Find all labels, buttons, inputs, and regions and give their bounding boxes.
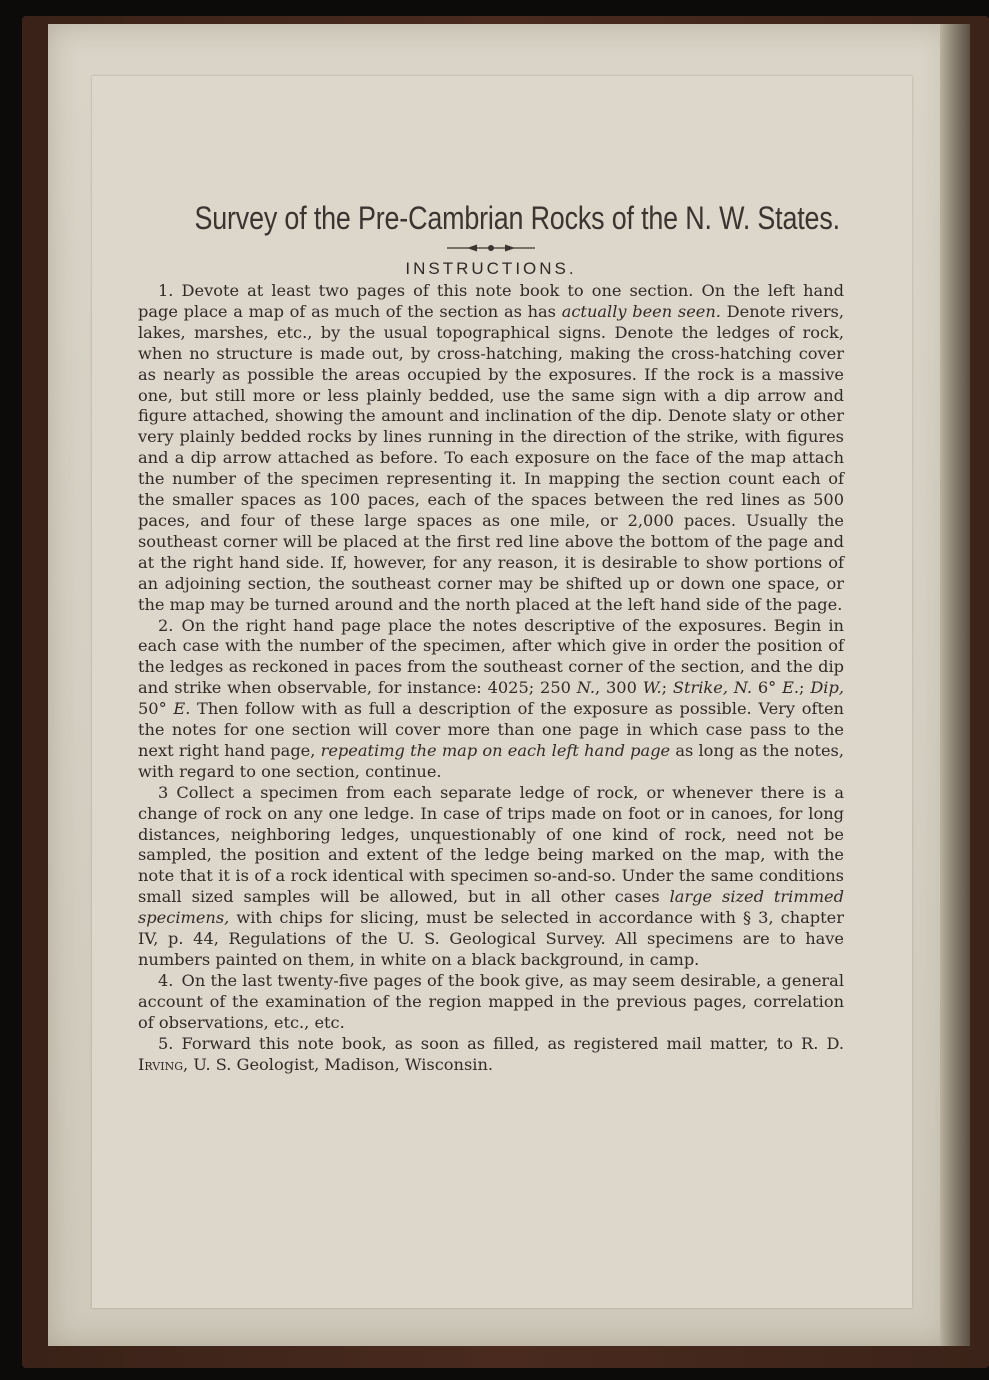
italic-run: E. [782, 678, 800, 698]
italic-run: W. [642, 678, 662, 698]
paragraph-number: 4. [158, 970, 182, 990]
text-run: ; [799, 678, 811, 698]
text-run: Forward this note book, as soon as filled, as registered mail matter, to [181, 1033, 802, 1053]
text-run: , U. S. Geologist, Madison, Wisconsin. [183, 1054, 494, 1074]
ornamental-divider-icon [138, 239, 844, 253]
text-run: On the right hand page place the notes descriptive of the exposures. Begin in each case with the number of the specimen, after which give in order the position of the ledges as reckoned in paces from the southeast corner of the section, and the dip and strike when observable, for instance: 4025; 250 [138, 615, 844, 698]
paragraph-list [138, 281, 844, 1075]
paragraph-number: 5. [158, 1033, 182, 1053]
text-run: as long as the notes, with regard to one section, continue. [138, 740, 844, 781]
paragraph-number: 1. [158, 281, 182, 300]
instruction-paragraph [138, 1034, 844, 1076]
instructions-text-block [138, 200, 844, 1075]
section-heading: INSTRUCTIONS. [405, 259, 577, 278]
text-run: with chips for slicing, must be selected in accordance with § 3, chapter IV, p. 44, Regulations of the U. S. Geological Survey. All specimens are to have numbers painted on them, in white on a black background, in camp. [138, 908, 844, 969]
text-run: ; [661, 678, 673, 698]
text-run: On the last twenty-five pages of the book give, as may seem desirable, a general account of the examination of the region mapped in the previous pages, correlation of observations, etc., etc. [138, 970, 844, 1032]
italic-run: large sized trimmed specimens, [138, 887, 844, 928]
text-run: Denote rivers, lakes, marshes, etc., by the usual topographical signs. Denote the ledges of rock, when no structure is made out, by cross-hatching, making the cross-hatching cover as nearly as possible the areas occupied by the exposures. If the rock is a massive one, but still more or less plainly bedded, use the same sign with a dip arrow and figure attached, showing the amount and inclination of the dip. Denote slaty or other very plainly bedded rocks by lines running in the direction of the strike, with figures and a dip arrow attached as before. To each exposure on the face of the map attach the number of the specimen representing it. In mapping the section count each of the smaller spaces as 100 paces, each of the spaces between the red lines as 500 paces, and four of these large spaces as one mile, or 2,000 paces. Usually the southeast corner will be placed at the first red line above the bottom of the page and at the right hand side. If, however, for any reason, it is desirable to show portions of an adjoining section, the southeast corner may be shifted up or down one space, or the map may be turned around and the north placed at the left hand side of the page. [138, 301, 845, 614]
text-run: Then follow with as full a description of the exposure as possible. Very often the notes for one section will cover more than one page in which case pass to the next right hand page, [138, 699, 844, 760]
italic-run: N. [576, 678, 596, 698]
paragraph-number: 3 [158, 782, 177, 802]
text-run: , 300 [595, 678, 643, 698]
italic-run: E. [173, 699, 191, 719]
instruction-paragraph [138, 971, 844, 1034]
italic-run: repeatimg the map on each left hand page [320, 740, 671, 760]
text-run: 6° [752, 678, 783, 698]
italic-run: Strike, N. [672, 678, 753, 698]
text-run: Devote at least two pages of this note book to one section. On the left hand page place a map of as much of the section as has [138, 281, 844, 321]
italic-run: Dip, [810, 678, 844, 698]
page-gutter [940, 24, 970, 1346]
paragraph-number: 2. [158, 615, 182, 635]
instruction-paragraph [138, 783, 844, 971]
page-title: Survey of the Pre-Cambrian Rocks of the N. W. States. [194, 200, 840, 236]
instruction-paragraph [138, 616, 844, 783]
smallcaps-run: R. D. Irving [138, 1033, 845, 1074]
text-run: 50° [138, 699, 174, 719]
text-run: Collect a specimen from each separate ledge of rock, or whenever there is a change of rock on any one ledge. In case of trips made on foot or in canoes, for long distances, neighboring ledges, unquestionably of one kind of rock, need not be sampled, the position and extent of the ledge being marked on the map, with the note that it is of a rock identical with specimen so-and-so. Under the same conditions small sized samples will be allowed, but in all other cases [138, 782, 844, 907]
instruction-paragraph [138, 281, 844, 616]
italic-run: actually been seen. [561, 301, 721, 321]
